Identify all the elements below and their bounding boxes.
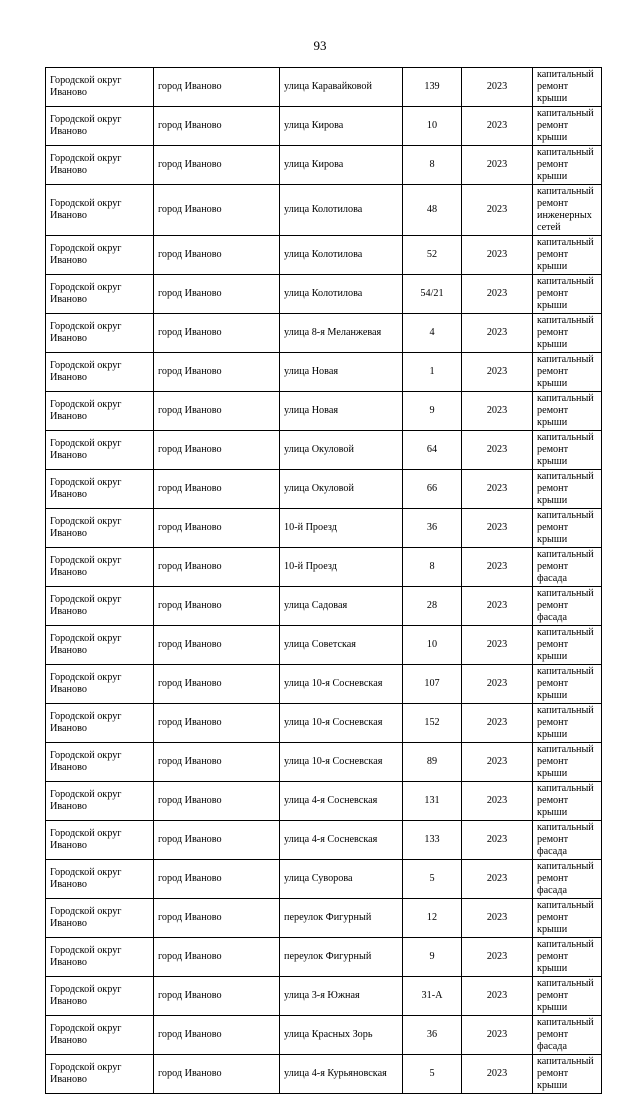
street-cell: 10-й Проезд <box>280 509 403 548</box>
street-cell: улица 10-я Сосневская <box>280 665 403 704</box>
house-number-cell: 4 <box>403 314 462 353</box>
work-type-cell: капитальный ремонт крыши <box>533 353 602 392</box>
street-cell: улица 4-я Курьяновская <box>280 1055 403 1094</box>
municipality-cell: Городской округ Иваново <box>46 860 154 899</box>
street-cell: улица Окуловой <box>280 470 403 509</box>
street-cell: улица Колотилова <box>280 185 403 236</box>
street-cell: улица 3-я Южная <box>280 977 403 1016</box>
work-type-cell: капитальный ремонт крыши <box>533 236 602 275</box>
street-cell: переулок Фигурный <box>280 899 403 938</box>
year-cell: 2023 <box>462 977 533 1016</box>
table-row <box>46 977 602 1016</box>
table-row <box>46 1055 602 1094</box>
year-cell: 2023 <box>462 431 533 470</box>
year-cell: 2023 <box>462 548 533 587</box>
table-row <box>46 704 602 743</box>
street-cell: улица Окуловой <box>280 431 403 470</box>
municipality-cell: Городской округ Иваново <box>46 743 154 782</box>
municipality-cell: Городской округ Иваново <box>46 68 154 107</box>
street-cell: переулок Фигурный <box>280 938 403 977</box>
municipality-cell: Городской округ Иваново <box>46 782 154 821</box>
table-row <box>46 938 602 977</box>
table-row <box>46 236 602 275</box>
table-row <box>46 548 602 587</box>
locality-cell: город Иваново <box>154 665 280 704</box>
house-number-cell: 28 <box>403 587 462 626</box>
work-type-cell: капитальный ремонт фасада <box>533 821 602 860</box>
street-cell: улица Колотилова <box>280 236 403 275</box>
work-type-cell: капитальный ремонт фасада <box>533 587 602 626</box>
municipality-cell: Городской округ Иваново <box>46 470 154 509</box>
locality-cell: город Иваново <box>154 509 280 548</box>
locality-cell: город Иваново <box>154 146 280 185</box>
work-type-cell: капитальный ремонт фасада <box>533 860 602 899</box>
table-row <box>46 470 602 509</box>
year-cell: 2023 <box>462 68 533 107</box>
year-cell: 2023 <box>462 353 533 392</box>
street-cell: улица Каравайковой <box>280 68 403 107</box>
work-type-cell: капитальный ремонт крыши <box>533 314 602 353</box>
year-cell: 2023 <box>462 665 533 704</box>
locality-cell: город Иваново <box>154 275 280 314</box>
street-cell: улица Кирова <box>280 107 403 146</box>
year-cell: 2023 <box>462 314 533 353</box>
street-cell: улица Суворова <box>280 860 403 899</box>
street-cell: 10-й Проезд <box>280 548 403 587</box>
locality-cell: город Иваново <box>154 782 280 821</box>
year-cell: 2023 <box>462 587 533 626</box>
table-row <box>46 314 602 353</box>
work-type-cell: капитальный ремонт фасада <box>533 1016 602 1055</box>
year-cell: 2023 <box>462 107 533 146</box>
house-number-cell: 107 <box>403 665 462 704</box>
municipality-cell: Городской округ Иваново <box>46 587 154 626</box>
house-number-cell: 1 <box>403 353 462 392</box>
table-row <box>46 68 602 107</box>
street-cell: улица 4-я Сосневская <box>280 782 403 821</box>
street-cell: улица Садовая <box>280 587 403 626</box>
house-number-cell: 66 <box>403 470 462 509</box>
year-cell: 2023 <box>462 704 533 743</box>
municipality-cell: Городской округ Иваново <box>46 185 154 236</box>
house-number-cell: 8 <box>403 146 462 185</box>
locality-cell: город Иваново <box>154 1055 280 1094</box>
locality-cell: город Иваново <box>154 353 280 392</box>
locality-cell: город Иваново <box>154 704 280 743</box>
table-row <box>46 899 602 938</box>
locality-cell: город Иваново <box>154 821 280 860</box>
work-type-cell: капитальный ремонт крыши <box>533 431 602 470</box>
table-row <box>46 509 602 548</box>
locality-cell: город Иваново <box>154 431 280 470</box>
table-row <box>46 431 602 470</box>
municipality-cell: Городской округ Иваново <box>46 146 154 185</box>
year-cell: 2023 <box>462 782 533 821</box>
street-cell: улица Колотилова <box>280 275 403 314</box>
house-number-cell: 131 <box>403 782 462 821</box>
house-number-cell: 5 <box>403 860 462 899</box>
municipality-cell: Городской округ Иваново <box>46 107 154 146</box>
municipality-cell: Городской округ Иваново <box>46 314 154 353</box>
house-number-cell: 31-А <box>403 977 462 1016</box>
locality-cell: город Иваново <box>154 899 280 938</box>
locality-cell: город Иваново <box>154 626 280 665</box>
house-number-cell: 64 <box>403 431 462 470</box>
year-cell: 2023 <box>462 938 533 977</box>
year-cell: 2023 <box>462 392 533 431</box>
year-cell: 2023 <box>462 860 533 899</box>
street-cell: улица Советская <box>280 626 403 665</box>
year-cell: 2023 <box>462 1016 533 1055</box>
table-row <box>46 1016 602 1055</box>
table-row <box>46 587 602 626</box>
work-type-cell: капитальный ремонт инженерных сетей <box>533 185 602 236</box>
work-type-cell: капитальный ремонт крыши <box>533 392 602 431</box>
repair-registry-table <box>45 67 602 1094</box>
table-row <box>46 821 602 860</box>
locality-cell: город Иваново <box>154 938 280 977</box>
house-number-cell: 52 <box>403 236 462 275</box>
work-type-cell: капитальный ремонт крыши <box>533 509 602 548</box>
locality-cell: город Иваново <box>154 185 280 236</box>
table-row <box>46 353 602 392</box>
work-type-cell: капитальный ремонт крыши <box>533 275 602 314</box>
table-row <box>46 146 602 185</box>
house-number-cell: 36 <box>403 1016 462 1055</box>
house-number-cell: 8 <box>403 548 462 587</box>
locality-cell: город Иваново <box>154 107 280 146</box>
house-number-cell: 10 <box>403 107 462 146</box>
locality-cell: город Иваново <box>154 977 280 1016</box>
locality-cell: город Иваново <box>154 587 280 626</box>
table-row <box>46 665 602 704</box>
locality-cell: город Иваново <box>154 236 280 275</box>
work-type-cell: капитальный ремонт крыши <box>533 107 602 146</box>
work-type-cell: капитальный ремонт крыши <box>533 665 602 704</box>
year-cell: 2023 <box>462 1055 533 1094</box>
year-cell: 2023 <box>462 146 533 185</box>
locality-cell: город Иваново <box>154 1016 280 1055</box>
year-cell: 2023 <box>462 821 533 860</box>
municipality-cell: Городской округ Иваново <box>46 821 154 860</box>
table-row <box>46 743 602 782</box>
locality-cell: город Иваново <box>154 470 280 509</box>
house-number-cell: 36 <box>403 509 462 548</box>
municipality-cell: Городской округ Иваново <box>46 392 154 431</box>
locality-cell: город Иваново <box>154 743 280 782</box>
work-type-cell: капитальный ремонт крыши <box>533 977 602 1016</box>
street-cell: улица 10-я Сосневская <box>280 704 403 743</box>
table-row <box>46 107 602 146</box>
street-cell: улица 10-я Сосневская <box>280 743 403 782</box>
locality-cell: город Иваново <box>154 314 280 353</box>
locality-cell: город Иваново <box>154 548 280 587</box>
table-row <box>46 392 602 431</box>
table-row <box>46 860 602 899</box>
year-cell: 2023 <box>462 743 533 782</box>
year-cell: 2023 <box>462 509 533 548</box>
street-cell: улица Новая <box>280 392 403 431</box>
work-type-cell: капитальный ремонт крыши <box>533 626 602 665</box>
house-number-cell: 133 <box>403 821 462 860</box>
year-cell: 2023 <box>462 470 533 509</box>
house-number-cell: 5 <box>403 1055 462 1094</box>
municipality-cell: Городской округ Иваново <box>46 509 154 548</box>
municipality-cell: Городской округ Иваново <box>46 938 154 977</box>
work-type-cell: капитальный ремонт крыши <box>533 146 602 185</box>
street-cell: улица Новая <box>280 353 403 392</box>
municipality-cell: Городской округ Иваново <box>46 1055 154 1094</box>
work-type-cell: капитальный ремонт крыши <box>533 743 602 782</box>
table-row <box>46 626 602 665</box>
work-type-cell: капитальный ремонт крыши <box>533 1055 602 1094</box>
table-row <box>46 185 602 236</box>
house-number-cell: 9 <box>403 392 462 431</box>
house-number-cell: 48 <box>403 185 462 236</box>
work-type-cell: капитальный ремонт крыши <box>533 704 602 743</box>
work-type-cell: капитальный ремонт фасада <box>533 548 602 587</box>
work-type-cell: капитальный ремонт крыши <box>533 938 602 977</box>
house-number-cell: 12 <box>403 899 462 938</box>
year-cell: 2023 <box>462 899 533 938</box>
year-cell: 2023 <box>462 626 533 665</box>
municipality-cell: Городской округ Иваново <box>46 236 154 275</box>
municipality-cell: Городской округ Иваново <box>46 275 154 314</box>
municipality-cell: Городской округ Иваново <box>46 704 154 743</box>
table-row <box>46 275 602 314</box>
street-cell: улица 8-я Меланжевая <box>280 314 403 353</box>
street-cell: улица 4-я Сосневская <box>280 821 403 860</box>
house-number-cell: 139 <box>403 68 462 107</box>
house-number-cell: 9 <box>403 938 462 977</box>
year-cell: 2023 <box>462 236 533 275</box>
house-number-cell: 89 <box>403 743 462 782</box>
locality-cell: город Иваново <box>154 68 280 107</box>
work-type-cell: капитальный ремонт крыши <box>533 782 602 821</box>
house-number-cell: 54/21 <box>403 275 462 314</box>
municipality-cell: Городской округ Иваново <box>46 431 154 470</box>
work-type-cell: капитальный ремонт крыши <box>533 68 602 107</box>
municipality-cell: Городской округ Иваново <box>46 899 154 938</box>
table-row <box>46 782 602 821</box>
municipality-cell: Городской округ Иваново <box>46 548 154 587</box>
municipality-cell: Городской округ Иваново <box>46 665 154 704</box>
municipality-cell: Городской округ Иваново <box>46 977 154 1016</box>
work-type-cell: капитальный ремонт крыши <box>533 899 602 938</box>
municipality-cell: Городской округ Иваново <box>46 353 154 392</box>
street-cell: улица Красных Зорь <box>280 1016 403 1055</box>
municipality-cell: Городской округ Иваново <box>46 1016 154 1055</box>
page-number: 93 <box>313 38 327 53</box>
year-cell: 2023 <box>462 275 533 314</box>
locality-cell: город Иваново <box>154 860 280 899</box>
year-cell: 2023 <box>462 185 533 236</box>
municipality-cell: Городской округ Иваново <box>46 626 154 665</box>
street-cell: улица Кирова <box>280 146 403 185</box>
house-number-cell: 152 <box>403 704 462 743</box>
house-number-cell: 10 <box>403 626 462 665</box>
locality-cell: город Иваново <box>154 392 280 431</box>
work-type-cell: капитальный ремонт крыши <box>533 470 602 509</box>
